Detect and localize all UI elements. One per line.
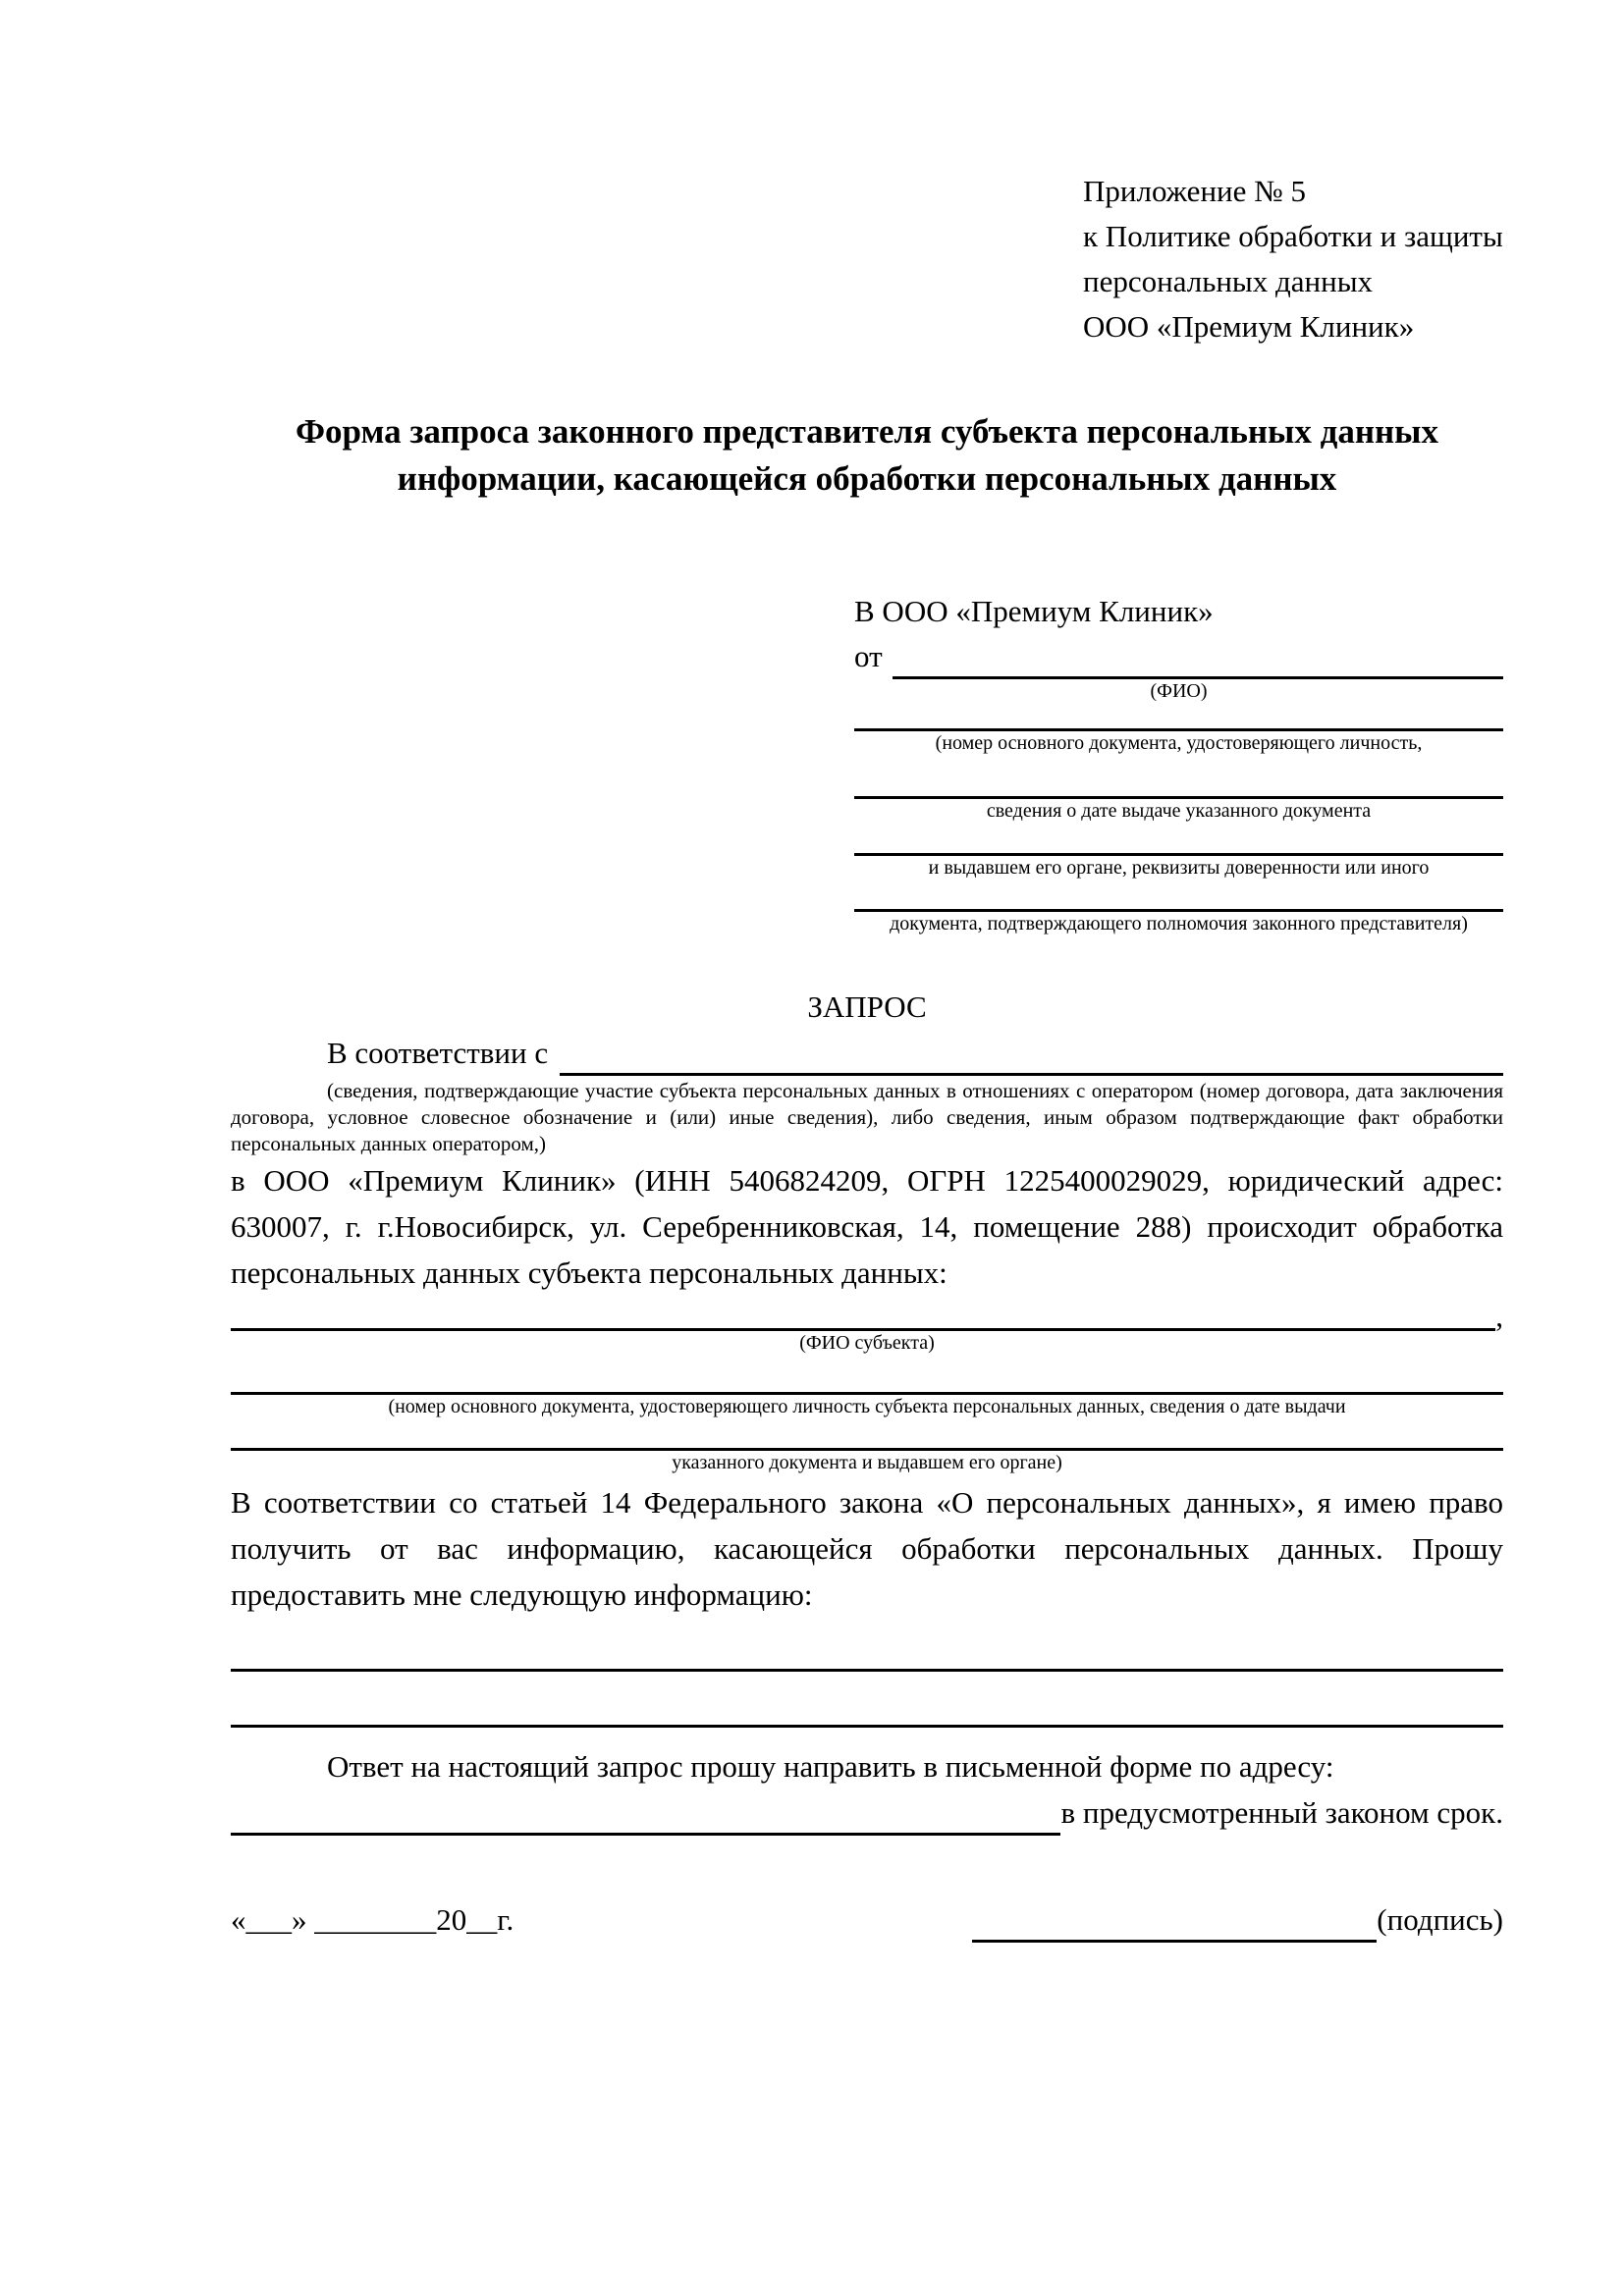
- document-title: Форма запроса законного представителя субъекта персональных данных информации, касающейся обработки персональных данных: [296, 412, 1438, 498]
- appendix-line: к Политике обработки и защиты: [1083, 219, 1503, 253]
- date-blank-text: «___» ________20__г.: [231, 1902, 514, 1937]
- subject-doc-field: [231, 1431, 1503, 1475]
- appendix-line: Приложение № 5: [1083, 174, 1306, 208]
- organization-line: В ООО «Премиум Клиник»: [854, 594, 1214, 628]
- trailing-comma: ,: [1495, 1299, 1503, 1333]
- blank-row: [231, 1299, 1503, 1333]
- appendix-line: ООО «Премиум Клиник»: [1083, 309, 1415, 344]
- field-caption: и выдавшем его органе, реквизиты доверенности или иного: [928, 857, 1430, 879]
- field-caption: (номер основного документа, удостоверяющего личность субъекта персональных данных, сведения о дате выдачи: [388, 1396, 1346, 1417]
- from-label: от: [854, 639, 883, 673]
- operator-paragraph: в ООО «Премиум Клиник» (ИНН 5406824209, ОГРН 1225400029029, юридический адрес: 630007, г. г.Новосибирск, ул. Серебренниковская, 14, помещение 288) происходит обработка персональных данных субъекта персональных данных:: [231, 1163, 1503, 1290]
- representative-doc-field: [854, 836, 1503, 881]
- law-paragraph: В соответствии со статьей 14 Федерального закона «О персональных данных», я имею право получить от вас информацию, касающейся обработки персональных данных. Прошу предоставить мне следующую информацию:: [231, 1485, 1503, 1612]
- request-heading: ЗАПРОС: [807, 989, 927, 1024]
- representative-doc-field: [854, 892, 1503, 936]
- field-caption: указанного документа и выдавшем его органе): [672, 1452, 1062, 1473]
- answer-address-row: [231, 1789, 1503, 1836]
- field-caption: (ФИО субъекта): [799, 1332, 935, 1354]
- appendix-line: персональных данных: [1083, 264, 1374, 298]
- field-caption: документа, подтверждающего полномочия законного представителя): [890, 913, 1468, 934]
- page-content: [231, 169, 1503, 1943]
- blank-field: [854, 779, 1503, 799]
- from-row: [854, 634, 1503, 679]
- blank-field: [231, 1375, 1503, 1395]
- basis-row: [231, 1030, 1503, 1076]
- answer-tail: в предусмотренный законом срок.: [1060, 1795, 1503, 1830]
- address-blank-field: [231, 1796, 1060, 1836]
- extra-blank-line: [231, 1669, 1503, 1672]
- signature-line: [972, 1903, 1377, 1943]
- answer-lead-paragraph: Ответ на настоящий запрос прошу направить в письменной форме по адресу:: [327, 1749, 1334, 1784]
- blank-field: [854, 712, 1503, 731]
- subject-doc-field: [231, 1375, 1503, 1419]
- representative-doc-field: [854, 712, 1503, 756]
- extra-blank-line: [231, 1725, 1503, 1728]
- subject-fio-field: [231, 1299, 1503, 1356]
- basis-caption: (сведения, подтверждающие участие субъекта персональных данных в отношениях с оператором (номер договора, дата заключения договора, условное словесное обозначение и (или) иные сведения), либо сведения, иным образом подтверждающие факт обработки персональных данных оператором,): [231, 1079, 1503, 1155]
- blank-field: [231, 1431, 1503, 1451]
- appendix-header: [1083, 169, 1503, 349]
- field-caption: (номер основного документа, удостоверяющего личность,: [935, 732, 1423, 754]
- representative-doc-field: [854, 779, 1503, 824]
- basis-lead: В соответствии с: [327, 1036, 549, 1070]
- signature-group: [972, 1896, 1503, 1943]
- blank-field: [231, 1311, 1495, 1331]
- fio-blank-field: [893, 640, 1503, 679]
- fio-caption: (ФИО): [1150, 680, 1208, 702]
- blank-field: [854, 836, 1503, 856]
- signature-caption: (подпись): [1377, 1902, 1503, 1937]
- answer-block: [231, 1743, 1503, 1836]
- field-caption: сведения о дате выдаче указанного документа: [986, 800, 1372, 822]
- addressee-block: [854, 589, 1503, 936]
- basis-blank-field: [560, 1037, 1503, 1076]
- blank-field: [854, 892, 1503, 912]
- footer-row: [231, 1896, 1503, 1943]
